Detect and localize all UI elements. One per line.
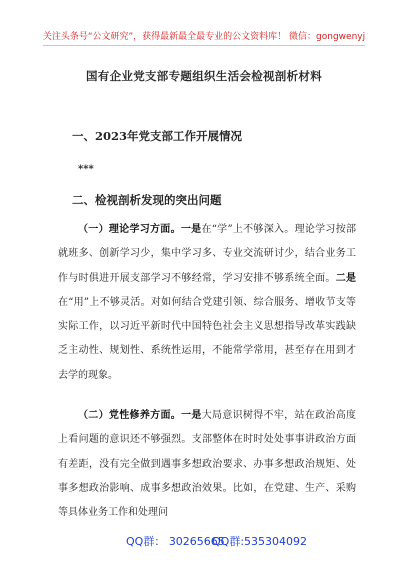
section-heading-1: 一、2023年党支部工作开展情况 [72,129,243,143]
point-text: 在“用”上不够灵活。对如何结合党建引领、综合服务、增收节支等实际工作，以习近平新时代中国特色社会主义思想指导改革实践缺乏主动性、规划性、系统性运用，不能常学常用，甚至存在用到才去学的现象。 [58,296,356,381]
footer-qq-group-2: QQ群:535304092 [212,535,308,548]
section-heading-2: 二、检视剖析发现的突出问题 [72,193,222,207]
document-title: 国有企业党支部专题组织生活会检视剖析材料 [86,69,322,83]
point-label: 二是 [335,272,357,284]
header-divider [43,45,365,46]
paragraph-party-spirit [58,404,356,525]
point-label: 一是 [180,224,202,235]
section-1-marker: *** [78,164,94,175]
paragraph-theory-study [58,218,356,388]
footer-qq-group-1: QQ群： 30265665 [126,535,225,548]
paragraph-lead: （一）理论学习方面。 [78,224,181,235]
paragraph-lead: （二）党性修养方面。 [78,410,182,421]
point-text: 大局意识树得不牢，站在政治高度上看问题的意识还不够强烈。支部整体在时时处处事事讲政治方面有差距，没有完全做到遇事多想政治要求、办事多想政治规矩、处事多想政治影响、成事多想政治效果。比如，在党建、生产、采购等具体业务工作和处理问 [58,410,357,519]
point-text: 在“学”上不够深入。理论学习按部就班多、创新学习少，集中学习多、专业交流研讨少，结合业务工作与时俱进开展支部学习不够经常，学习安排不够系统全面。 [58,224,357,284]
header-promo-note: 关注头条号“公文研究”，获得最新最全最专业的公文资料库！ 微信：gongwenyj [42,32,366,42]
point-label: 一是 [181,410,202,421]
